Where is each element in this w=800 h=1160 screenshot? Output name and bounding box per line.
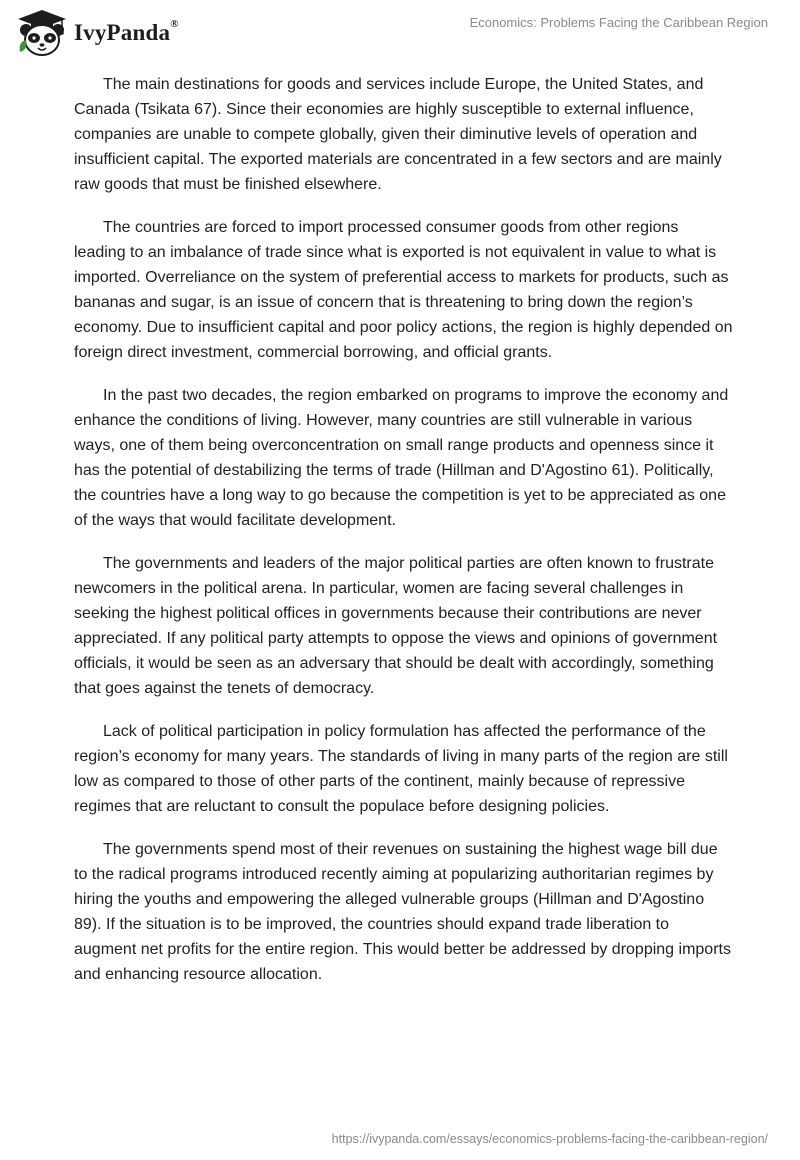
paragraph-4: The governments and leaders of the major political parties are often known to frustrate newcomers in the political arena. In particular, women are facing several challenges in seeking the highest political offices in governments because their contributions are never appreciated. If any political party attempts to oppose the views and opinions of government officials, it would be seen as an adversary that should be dealt with accordingly, something that goes against the tenets of democracy.	[74, 555, 718, 697]
brand-name-text: IvyPanda	[74, 20, 171, 45]
article-body	[74, 72, 734, 1005]
paragraph-6: The governments spend most of their revenues on sustaining the highest wage bill due to the radical programs introduced recently aiming at popularizing authoritarian regimes by hiring the youths and empowering the alleged vulnerable groups (Hillman and D'Agostino 89). If the situation is to be improved, the countries should expand trade liberation to augment net profits for the entire region. This would better be addressed by dropping imports and enhancing resource allocation.	[74, 841, 731, 983]
paragraph-3: In the past two decades, the region embarked on programs to improve the economy and enhance the conditions of living. However, many countries are still vulnerable in various ways, one of them being overconcentration on small range products and openness since it has the potential of destabilizing the terms of trade (Hillman and D'Agostino 61). Politically, the countries have a long way to go because the competition is yet to be appreciated as one of the ways that would facilitate development.	[74, 387, 729, 529]
registered-mark: ®	[170, 18, 179, 30]
source-url[interactable]: https://ivypanda.com/essays/economics-problems-facing-the-caribbean-region/	[331, 1132, 768, 1146]
panda-graduate-icon	[14, 8, 70, 58]
paragraph-2: The countries are forced to import processed consumer goods from other regions leading to an imbalance of trade since what is exported is not equivalent in value to what is imported. Overreliance on the system of preferential access to markets for products, such as bananas and sugar, is an issue of concern that is threatening to bring down the region’s economy. Due to insufficient capital and poor policy actions, the region is highly depended on foreign direct investment, commercial borrowing, and official grants.	[74, 219, 733, 361]
document-title: Economics: Problems Facing the Caribbean Region	[469, 15, 768, 30]
paragraph-5: Lack of political participation in policy formulation has affected the performance of the region’s economy for many years. The standards of living in many parts of the region are still low as compared to those of other parts of the continent, mainly because of repressive regimes that are reluctant to consult the populace before designing policies.	[74, 723, 728, 815]
paragraph-1: The main destinations for goods and services include Europe, the United States, and Canada (Tsikata 67). Since their economies are highly susceptible to external influence, companies are unable to compete globally, given their diminutive levels of operation and insufficient capital. The exported materials are concentrated in a few sectors and are mainly raw goods that must be finished elsewhere.	[74, 76, 722, 193]
page-header	[0, 0, 800, 70]
brand-logo[interactable]	[14, 8, 179, 58]
brand-name	[74, 20, 179, 46]
